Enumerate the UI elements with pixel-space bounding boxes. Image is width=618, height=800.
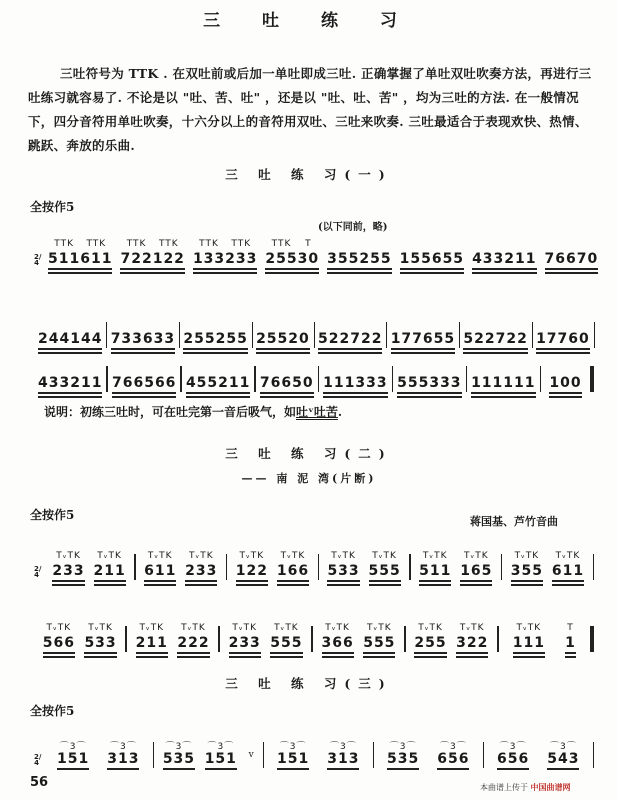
note-group (57, 739, 89, 770)
site-logo: 中国曲谱网 (530, 782, 571, 792)
articulation-mark: TTK (54, 239, 74, 249)
note-group (387, 739, 419, 770)
articulation-mark: TᵥTK (97, 551, 122, 561)
articulation-mark: TᵥTK (188, 551, 214, 561)
articulation-mark: TTK (86, 239, 107, 249)
note-group (327, 739, 359, 770)
notes: 151 (57, 751, 89, 770)
notes: 655 (423, 331, 455, 350)
notes: 366 (322, 635, 354, 654)
measure (264, 739, 373, 770)
note-group (318, 319, 350, 350)
articulation-mark: TᵥTK (366, 623, 392, 633)
notes: 322 (456, 635, 488, 654)
exercise1-row-2 (34, 306, 594, 350)
notes: 122 (153, 251, 185, 270)
articulation-mark: TᵥTK (325, 623, 350, 633)
notes: 611 (144, 563, 176, 582)
measure (319, 363, 391, 394)
notes: 766 (112, 375, 144, 394)
note-group (397, 363, 429, 394)
note-group (186, 363, 218, 394)
note-group (497, 739, 529, 770)
note-group (545, 239, 577, 270)
notes: 177 (536, 331, 568, 350)
notes: 144 (70, 331, 102, 350)
notes: 211 (504, 251, 536, 270)
note-group (136, 623, 168, 654)
articulation-mark: TTK (199, 239, 219, 249)
notes: 633 (143, 331, 175, 350)
notes: 656 (437, 751, 469, 770)
notes: 100 (549, 375, 581, 394)
note-group (323, 363, 355, 394)
note-group (70, 319, 102, 350)
measure (484, 739, 593, 770)
articulation-mark: ⌒3⌒ (499, 742, 527, 752)
note-group (163, 739, 195, 770)
notes: 233 (52, 563, 84, 582)
measure (396, 239, 468, 270)
note-group (359, 239, 391, 270)
time-signature: 2/4 (34, 253, 42, 267)
measure (256, 363, 318, 394)
measure (319, 551, 409, 582)
note-group (511, 551, 543, 582)
measure (182, 363, 254, 394)
exercise1-title: 三 吐 练 习(一) (225, 167, 393, 182)
notes: 522 (318, 331, 350, 350)
note-group (423, 319, 455, 350)
notes: 433 (38, 375, 70, 394)
notes: 333 (429, 375, 461, 394)
note-group (70, 363, 102, 394)
measure (34, 623, 125, 654)
final-barline (590, 626, 594, 652)
note-group (183, 319, 215, 350)
measure (411, 551, 501, 582)
note-group (277, 739, 309, 770)
notes: 722 (120, 251, 152, 270)
notes: 555 (397, 375, 429, 394)
articulation-mark: TᵥTK (139, 623, 165, 633)
articulation-mark: ⌒3⌒ (550, 742, 577, 752)
note-group (432, 239, 464, 270)
notes: 511 (419, 563, 451, 582)
notes: 255 (183, 331, 215, 350)
notes: 233 (225, 251, 257, 270)
note-group (536, 319, 568, 350)
notes: 60 (568, 331, 589, 350)
note-group (265, 239, 297, 270)
notes: 111 (503, 375, 535, 394)
exercise2-row-2 (34, 610, 594, 654)
note-group (111, 319, 143, 350)
exercise2-row-1 (34, 538, 594, 582)
measure (44, 739, 153, 770)
note-group (547, 739, 579, 770)
note-group (270, 623, 302, 654)
exercise1-key: 全按作5 (30, 200, 75, 214)
note-group (460, 551, 492, 582)
note-text: 说明：初练三吐时，可在吐完第一音后吸气，如 (44, 405, 297, 419)
notes: 555 (270, 635, 302, 654)
notes: 566 (144, 375, 176, 394)
measure (313, 623, 404, 654)
note-group (471, 363, 503, 394)
measure (393, 363, 465, 394)
articulation-mark: TᵥTK (555, 551, 581, 561)
articulation-mark: TTK (271, 239, 292, 249)
note-group (292, 363, 313, 394)
note-group (52, 551, 84, 582)
articulation-mark: TTK (231, 239, 252, 249)
note-group (472, 239, 504, 270)
exercise3-key: 全按作5 (30, 704, 75, 718)
articulation-mark: TᵥTK (418, 623, 443, 633)
notes: 111 (513, 635, 545, 654)
articulation-mark: T (567, 623, 574, 633)
time-signature: 2/4 (34, 565, 42, 579)
measure (44, 551, 134, 582)
notes: 533 (327, 563, 359, 582)
measure (532, 319, 594, 350)
note-example: 吐ᵛ吐苦 (296, 405, 338, 419)
note-group (218, 363, 250, 394)
note-group (419, 551, 451, 582)
notes: 30 (298, 251, 319, 270)
articulation-mark: ⌒3⌒ (330, 742, 357, 752)
notes: 555 (363, 635, 395, 654)
note-group (144, 363, 176, 394)
articulation-mark: TᵥTK (372, 551, 397, 561)
articulation-mark: TTK (158, 239, 179, 249)
notes: 656 (497, 751, 529, 770)
notes: 111 (323, 375, 355, 394)
articulation-mark: ⌒3⌒ (207, 742, 235, 752)
notes: 535 (387, 751, 419, 770)
note-group (205, 739, 237, 770)
footer-watermark (480, 782, 571, 793)
note-group (322, 623, 354, 654)
note-group (503, 363, 535, 394)
notes: 733 (111, 331, 143, 350)
measure (459, 319, 531, 350)
note-group (568, 319, 589, 350)
articulation-mark: TᵥTK (514, 551, 540, 561)
note-group (48, 239, 80, 270)
measure (34, 363, 106, 394)
note-group (391, 319, 423, 350)
page-number: 56 (30, 775, 49, 790)
measure (323, 239, 395, 270)
notes: 111 (471, 375, 503, 394)
measure (541, 239, 603, 270)
measure (189, 239, 261, 270)
notes: 611 (552, 563, 584, 582)
note-group (229, 623, 261, 654)
exercise3-row-1 (34, 726, 594, 770)
exercise1-row-3 (34, 350, 594, 394)
articulation-mark: ⌒3⌒ (440, 742, 467, 752)
articulation-mark: ⌒3⌒ (110, 742, 137, 752)
note-group (429, 363, 461, 394)
notes: 165 (460, 563, 492, 582)
articulation-mark: TᵥTK (239, 551, 265, 561)
articulation-mark: TᵥTK (331, 551, 356, 561)
barline (593, 554, 595, 580)
note-group (288, 319, 309, 350)
note-group (437, 739, 469, 770)
measure (220, 623, 311, 654)
notes: 533 (84, 635, 116, 654)
articulation-mark: TTK (126, 239, 147, 249)
notes: 155 (400, 251, 432, 270)
measure (108, 363, 180, 394)
note-group (327, 239, 359, 270)
exercise2-key: 全按作5 (30, 508, 75, 522)
measure (314, 319, 386, 350)
measure (34, 319, 106, 350)
notes: 555 (369, 563, 401, 582)
note-group (120, 239, 152, 270)
note-group (185, 551, 217, 582)
notes: 177 (391, 331, 423, 350)
exercise2-composer: 蒋国基、芦竹音曲 (470, 515, 558, 528)
notes: 70 (577, 251, 598, 270)
note-group (327, 551, 359, 582)
note-group (143, 319, 175, 350)
intro-paragraph: 三吐符号为 TTK . 在双吐前或后加一单吐即成三吐. 正确掌握了单吐双吐吹奏方法，再进行三吐练习就容易了. 不论是以 "吐、苦、吐" ，还是以 "吐、吐、苦" ，均为三吐的方法. 在一般情况下，四分音符用单吐吹奏，十六分以上的音符用双吐、三吐来吹奏. 三吐最适合于表现欢快、热情、跳跃、奔放的乐曲. (28, 66, 592, 153)
note-group (256, 319, 288, 350)
note-group (350, 319, 382, 350)
measure (154, 739, 263, 770)
notes: 211 (218, 375, 250, 394)
final-barline (590, 366, 594, 392)
note-group (577, 239, 598, 270)
notes: 222 (177, 635, 209, 654)
notes: 722 (496, 331, 528, 350)
note-group (144, 551, 176, 582)
notes: 313 (107, 751, 139, 770)
articulation-mark: T (305, 239, 312, 249)
exercise1-aside: (以下同前，略) (318, 222, 388, 233)
notes: 313 (327, 751, 359, 770)
notes: 1 (565, 635, 576, 654)
notes: 233 (185, 563, 217, 582)
exercise2-title: 三 吐 练 习(二) (225, 446, 393, 461)
notes: 766 (545, 251, 577, 270)
measure (136, 551, 226, 582)
measure (467, 363, 539, 394)
note-group (112, 363, 144, 394)
exercise1-note (44, 403, 342, 420)
measure (387, 319, 459, 350)
notes: 333 (355, 375, 387, 394)
notes: 611 (80, 251, 112, 270)
note-group (552, 551, 584, 582)
measure (116, 239, 188, 270)
notes: 151 (277, 751, 309, 770)
notes: 433 (472, 251, 504, 270)
measure (406, 623, 497, 654)
notes: 151 (205, 751, 237, 770)
articulation-mark: TᵥTK (181, 623, 206, 633)
notes: 50 (292, 375, 313, 394)
articulation-mark: TᵥTK (516, 623, 542, 633)
notes: 255 (216, 331, 248, 350)
measure (227, 551, 317, 582)
note-group (414, 623, 446, 654)
note-group (513, 623, 545, 654)
note-group (38, 319, 70, 350)
footer-text: 本曲谱上传于 (480, 783, 528, 792)
notes: 166 (277, 563, 309, 582)
notes: 233 (229, 635, 261, 654)
articulation-mark: TᵥTK (422, 551, 448, 561)
notes: 511 (48, 251, 80, 270)
notes: 543 (547, 751, 579, 770)
measure (107, 319, 179, 350)
note-group (463, 319, 495, 350)
time-signature: 2/4 (34, 753, 42, 767)
articulation-mark: TᵥTK (46, 623, 72, 633)
notes: 211 (70, 375, 102, 394)
note-suffix: . (337, 405, 343, 419)
articulation-mark: ⌒3⌒ (279, 742, 307, 752)
measure (468, 239, 540, 270)
note-group (225, 239, 257, 270)
notes: 244 (38, 331, 70, 350)
note-group (80, 239, 112, 270)
measure (374, 739, 483, 770)
articulation-mark: TᵥTK (459, 623, 485, 633)
measure (44, 239, 116, 270)
breath-mark: v (248, 749, 254, 760)
articulation-mark: TᵥTK (280, 551, 306, 561)
note-group (43, 623, 75, 654)
note-group (260, 363, 292, 394)
articulation-mark: TᵥTK (463, 551, 489, 561)
articulation-mark: TᵥTK (147, 551, 173, 561)
measure (179, 319, 251, 350)
note-group (177, 623, 209, 654)
measure (541, 363, 590, 394)
note-group (496, 319, 528, 350)
exercise3-title: 三 吐 练 习(三) (225, 676, 393, 691)
notes: 355 (511, 563, 543, 582)
note-group (369, 551, 401, 582)
measure (502, 551, 592, 582)
notes: 211 (94, 563, 126, 582)
note-group (193, 239, 225, 270)
note-group (236, 551, 268, 582)
note-group (107, 739, 139, 770)
articulation-mark: TᵥTK (56, 551, 81, 561)
note-group (504, 239, 536, 270)
exercise2-subtitle: —— 南 泥 湾(片断) (241, 472, 377, 485)
page-title: 三 吐 练 习 (203, 11, 415, 31)
articulation-mark: ⌒3⌒ (59, 742, 87, 752)
articulation-mark: ⌒3⌒ (165, 742, 193, 752)
note-group (456, 623, 488, 654)
note-group (565, 623, 576, 654)
notes: 355 (327, 251, 359, 270)
notes: 255 (256, 331, 288, 350)
measure (261, 239, 323, 270)
note-group (38, 363, 70, 394)
notes: 766 (260, 375, 292, 394)
measure (499, 623, 590, 654)
measure (252, 319, 314, 350)
notes: 255 (414, 635, 446, 654)
notes: 722 (350, 331, 382, 350)
notes: 122 (236, 563, 268, 582)
note-group (355, 363, 387, 394)
notes: 255 (265, 251, 297, 270)
notes: 211 (136, 635, 168, 654)
notes: 535 (163, 751, 195, 770)
notes: 455 (186, 375, 218, 394)
articulation-mark: TᵥTK (88, 623, 113, 633)
measure (127, 623, 218, 654)
articulation-mark: TᵥTK (232, 623, 258, 633)
note-group (84, 623, 116, 654)
note-group (277, 551, 309, 582)
articulation-mark: TᵥTK (274, 623, 299, 633)
notes: 255 (359, 251, 391, 270)
articulation-mark: ⌒3⌒ (389, 742, 417, 752)
note-group (94, 551, 126, 582)
note-group (153, 239, 185, 270)
barline (593, 742, 595, 768)
exercise1-row-1 (34, 226, 599, 270)
notes: 20 (288, 331, 309, 350)
note-group (363, 623, 395, 654)
notes: 133 (193, 251, 225, 270)
note-group (400, 239, 432, 270)
notes: 655 (432, 251, 464, 270)
notes: 566 (43, 635, 75, 654)
note-group (549, 363, 581, 394)
notes: 522 (463, 331, 495, 350)
note-group (298, 239, 319, 270)
note-group (216, 319, 248, 350)
